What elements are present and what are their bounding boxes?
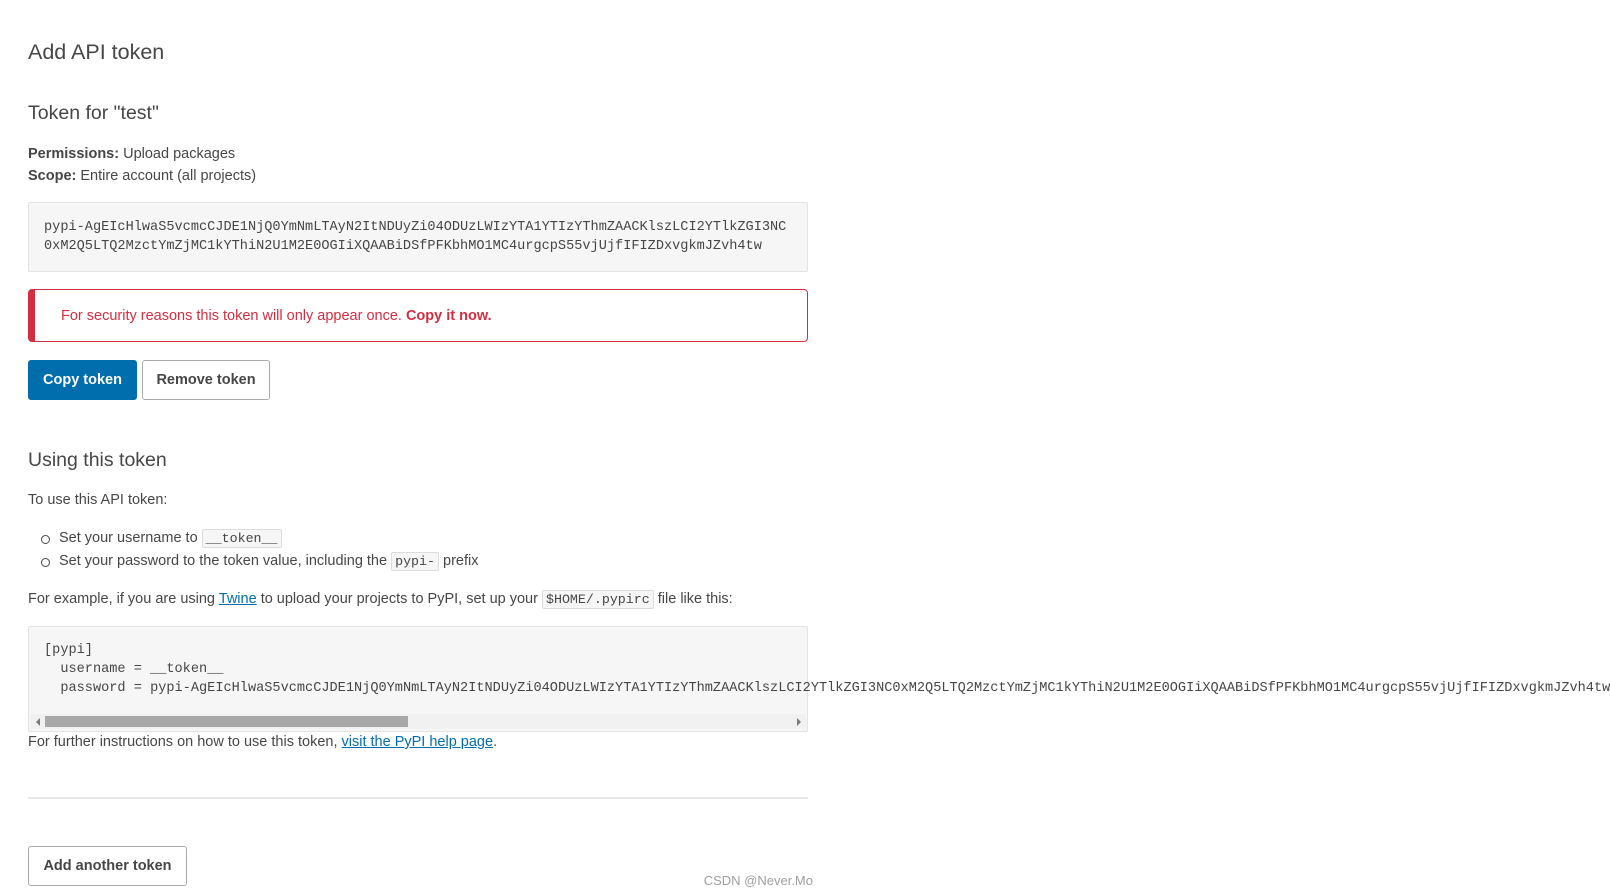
token-box [28,202,808,272]
alert-emphasis: Copy it now. [405,307,492,324]
prefix-code: pypi- [391,552,439,571]
alert-text: For security reasons this token will only appear once. [61,307,402,324]
further-text: For further instructions on how to use this token, [28,734,338,750]
permissions-value: Upload packages [123,146,236,162]
list-item [59,550,479,573]
example-text-after: file like this: [657,591,733,607]
token-meta [28,143,256,187]
step-text: Set your password to the token value, including the [59,553,388,569]
further-text-end: . [493,734,498,750]
config-password-value: pypi-AgEIcHlwaS5vcmcCJDE1NjQ0YmNmLTAyN2ItNDUyZi04ODUzLWIzYTA1YTIzYThmZAACKlszLCI2YTlkZGI3NC0xM2Q5LTQ2MzctYmZjMC1kYThiN2U1M2E0OGIiXQAABiDSfPFKbhMO1MC4urgcpS55vjUjfIFIZDxvgkmJZvh4tw [150,680,1610,696]
watermark-text: CSDN @Never.Mo [703,873,813,888]
usage-steps-list [28,527,479,573]
pypirc-code-block [28,626,1610,732]
horizontal-scrollbar[interactable] [30,714,806,729]
using-token-heading: Using this token [28,449,167,471]
step-text-suffix: prefix [443,553,479,569]
step-text: Set your username to [59,530,198,546]
permissions-line [28,143,256,165]
list-item [59,527,479,550]
page-title: Add API token [28,40,165,64]
usage-intro: To use this API token: [28,492,168,508]
add-another-token-button[interactable]: Add another token [28,846,187,886]
config-username-line: username = __token__ [44,661,224,677]
example-text-middle: to upload your projects to PyPI, set up your [260,591,538,607]
config-section-line: [pypi] [44,642,93,658]
token-value: pypi-AgEIcHlwaS5vcmcCJDE1NjQ0YmNmLTAyN2ItNDUyZi04ODUzLWIzYTA1YTIzYThmZAACKlszLCI2YTlkZGI3NC0xM2Q5LTQ2MzctYmZjMC1kYThiN2U1M2E0OGIiXQAABiDSfPFKbhMO1MC4urgcpS55vjUjfIFIZDxvgkmJZvh4tw [44,220,787,254]
username-code: __token__ [202,529,282,548]
example-text [28,588,733,611]
pypi-help-link[interactable]: visit the PyPI help page [341,734,494,750]
example-text-before: For example, if you are using [28,591,215,607]
further-instructions [28,731,497,753]
pypirc-code [29,627,1610,713]
scrollbar-thumb[interactable] [45,716,408,727]
token-heading: Token for "test" [28,102,159,124]
scope-line [28,165,256,187]
scroll-left-arrow-icon[interactable] [30,714,45,729]
alert-message [61,308,492,324]
pypirc-path-code: $HOME/.pypirc [542,590,654,609]
scroll-right-arrow-icon[interactable] [791,714,806,729]
scope-value: Entire account (all projects) [80,168,257,184]
twine-link[interactable]: Twine [218,591,257,607]
remove-token-button[interactable]: Remove token [142,360,270,400]
security-alert [28,289,808,342]
scope-label: Scope: [28,168,77,184]
config-password-label: password = [44,680,151,696]
divider [28,797,808,799]
permissions-label: Permissions: [28,146,120,162]
copy-token-button[interactable]: Copy token [28,360,137,400]
